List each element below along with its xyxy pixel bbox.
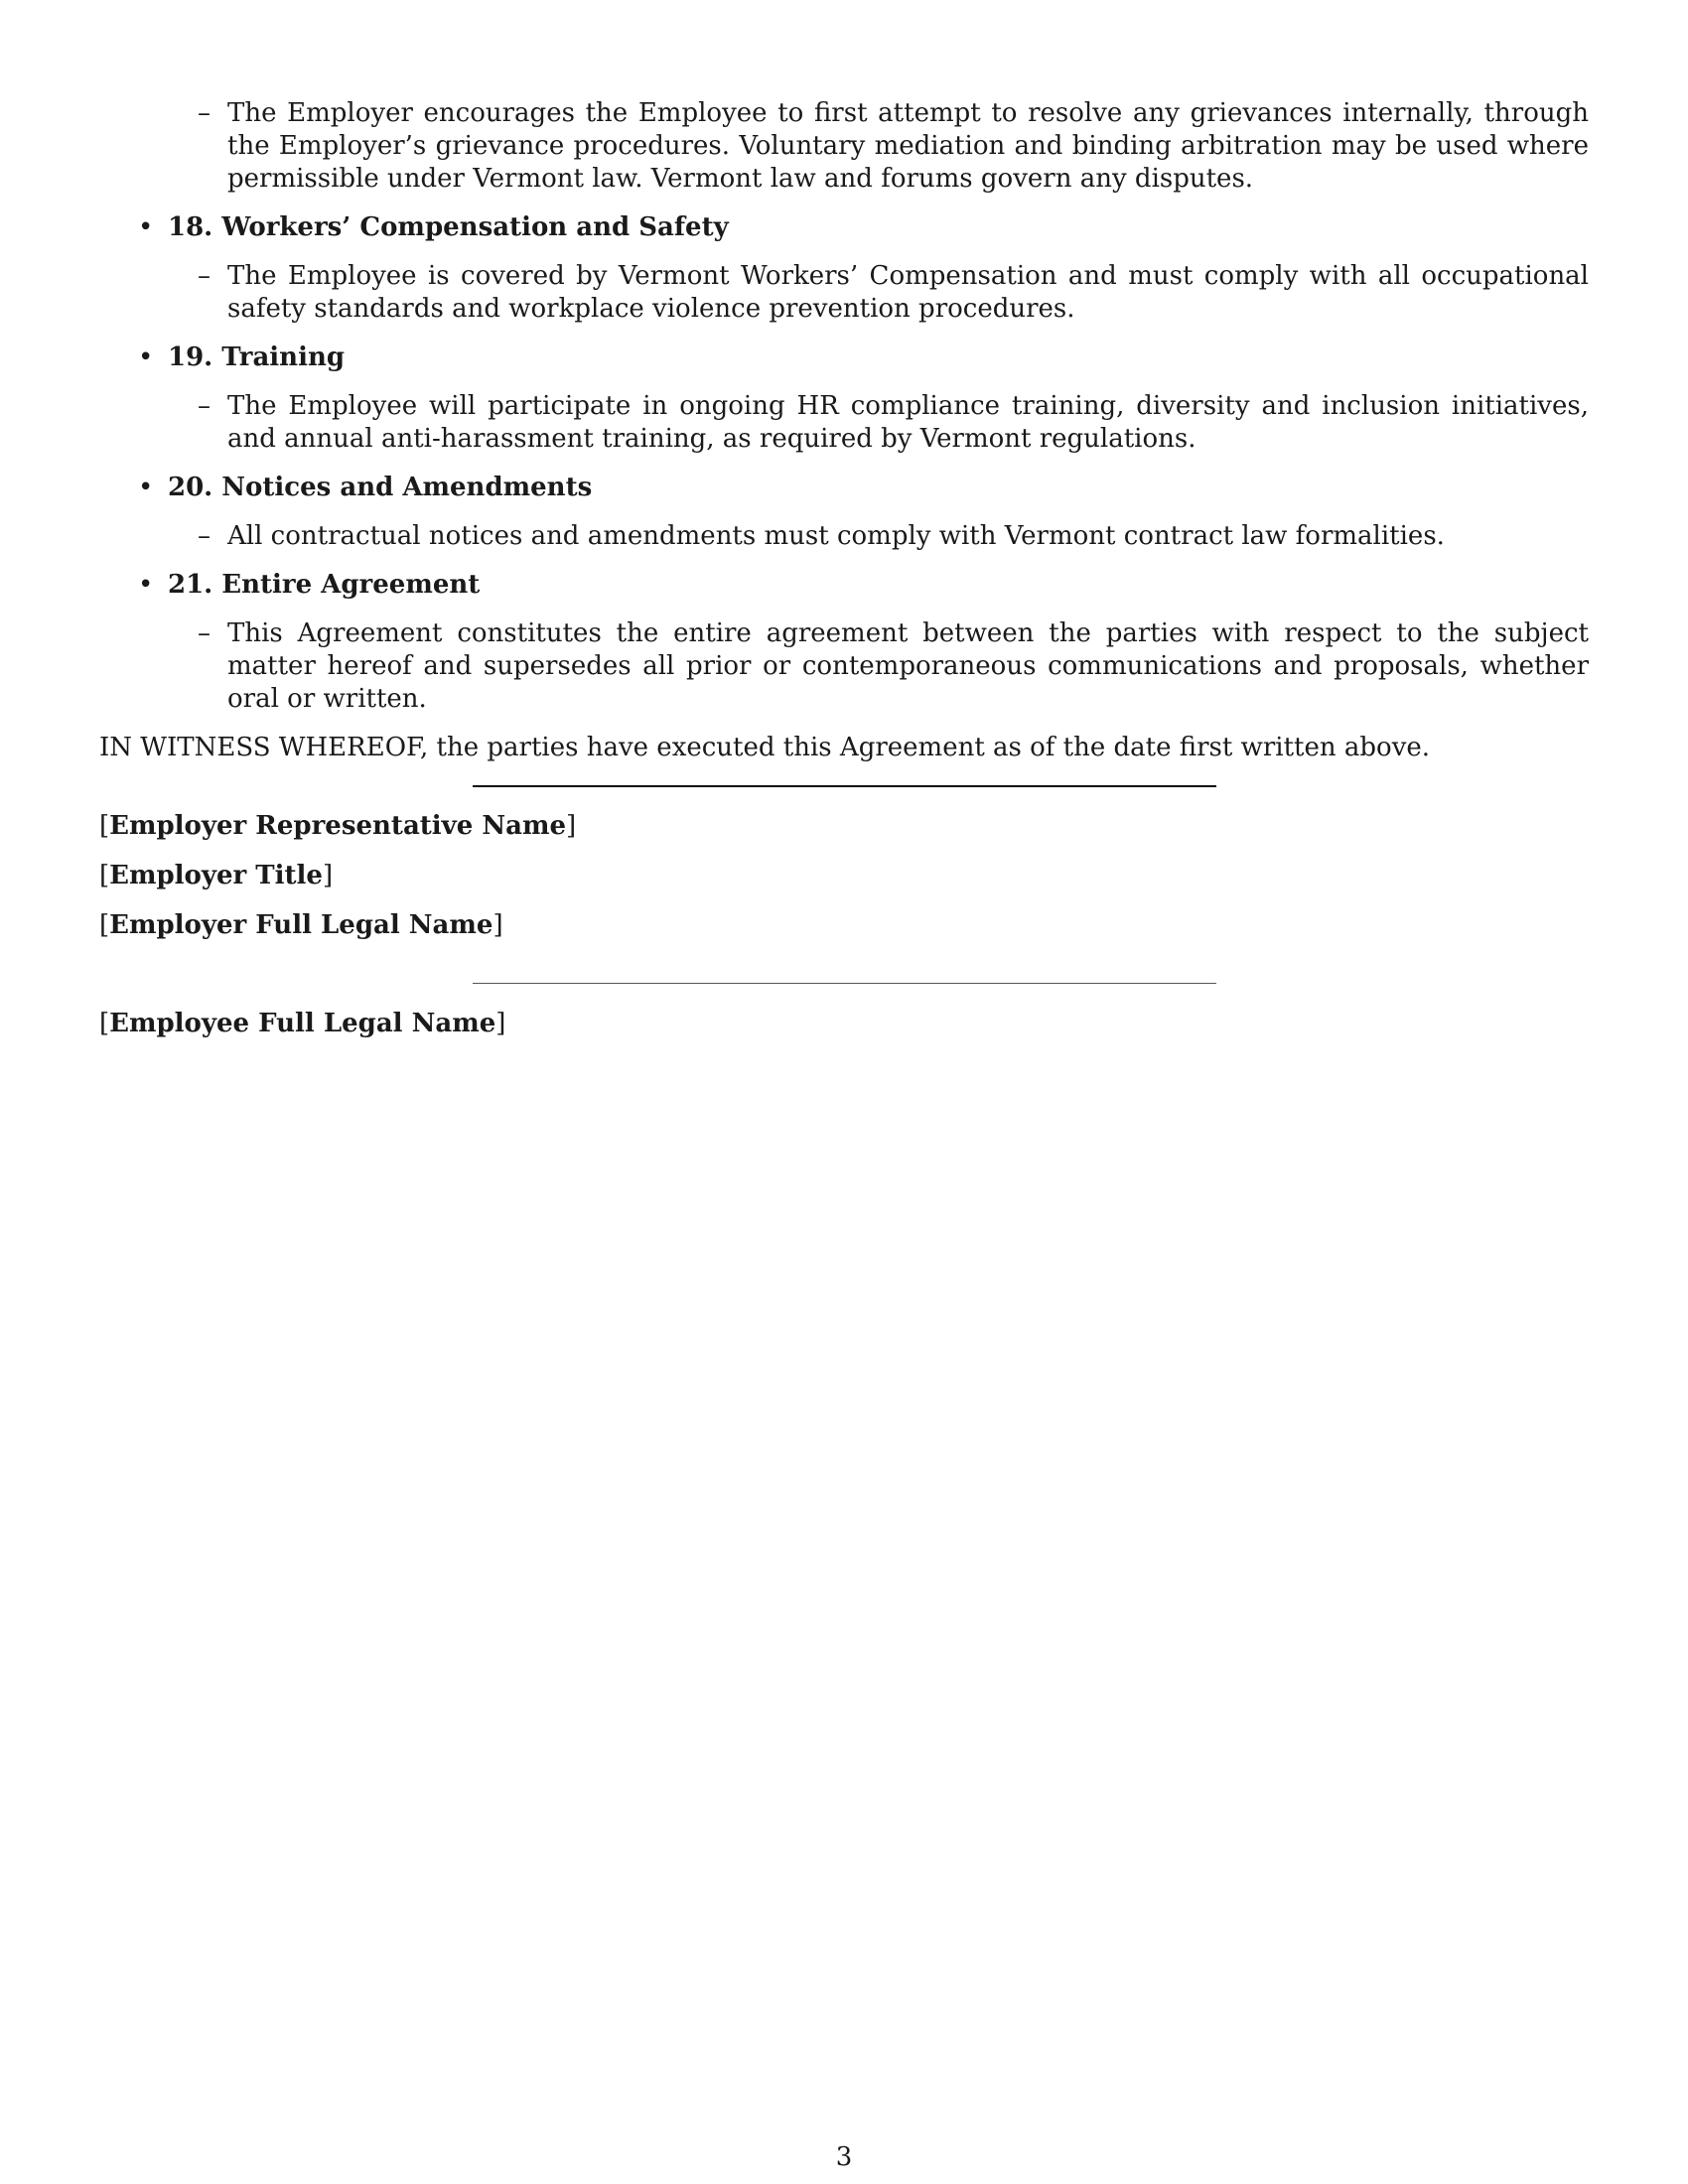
sub-item-text: The Employee is covered by Vermont Workers’ Compensation and must comply with all occupational safety standards and workplace violence prevention procedures. [227, 261, 1589, 324]
section-heading-text: 21. Entire Agreement [168, 570, 481, 600]
sub-item-19 [198, 390, 1589, 456]
employee-legal-name: [Employee Full Legal Name] [99, 1009, 506, 1038]
sub-item-text: This Agreement constitutes the entire agreement between the parties with respect to the subject matter hereof and supersedes all prior or contemporaneous communications and proposals, whether oral or written. [227, 618, 1589, 714]
sub-item-20 [198, 520, 1589, 553]
sub-item-text: The Employer encourages the Employee to first attempt to resolve any grievances internally, through the Employer’s grievance procedures. Voluntary mediation and binding arbitration may be used where permissible under Vermont law. Vermont law and forums govern any disputes. [227, 98, 1589, 194]
witness-statement: IN WITNESS WHEREOF, the parties have executed this Agreement as of the date first written above. [99, 733, 1431, 762]
employer-title-text: Employer Title [109, 861, 323, 890]
section-heading-20 [138, 472, 1589, 504]
sub-item-text: All contractual notices and amendments must comply with Vermont contract law formalities. [227, 521, 1445, 551]
employee-legal-name-text: Employee Full Legal Name [109, 1009, 496, 1038]
page-number: 3 [835, 2142, 853, 2172]
bullet-marker: • [138, 473, 154, 502]
bullet-marker: • [138, 342, 154, 372]
section-heading-text: 19. Training [168, 342, 346, 372]
section-heading-18 [138, 211, 1589, 244]
section-heading-21 [138, 569, 1589, 602]
employer-legal-name-text: Employer Full Legal Name [109, 910, 493, 940]
employer-legal-name: [Employer Full Legal Name] [99, 910, 503, 940]
employer-rep-name: [Employer Representative Name] [99, 811, 577, 841]
section-heading-text: 18. Workers’ Compensation and Safety [168, 212, 729, 242]
employer-rep-name-text: Employer Representative Name [109, 811, 567, 841]
sub-item-21 [198, 617, 1589, 716]
sub-item-grievance [198, 97, 1589, 196]
section-heading-19 [138, 341, 1589, 374]
employer-signature-line [473, 785, 1216, 787]
employer-title: [Employer Title] [99, 861, 334, 890]
section-heading-text: 20. Notices and Amendments [168, 473, 593, 502]
sub-item-18 [198, 260, 1589, 326]
bullet-marker: • [138, 570, 154, 600]
dash-marker: – [198, 391, 211, 421]
dash-marker: – [198, 98, 211, 128]
dash-marker: – [198, 521, 211, 551]
bullet-marker: • [138, 212, 154, 242]
document-body [99, 97, 1589, 764]
employee-signature-line [473, 983, 1216, 984]
sub-item-text: The Employee will participate in ongoing HR compliance training, diversity and inclusion initiatives, and annual anti-harassment training, as required by Vermont regulations. [227, 391, 1589, 454]
dash-marker: – [198, 261, 211, 291]
dash-marker: – [198, 618, 211, 648]
